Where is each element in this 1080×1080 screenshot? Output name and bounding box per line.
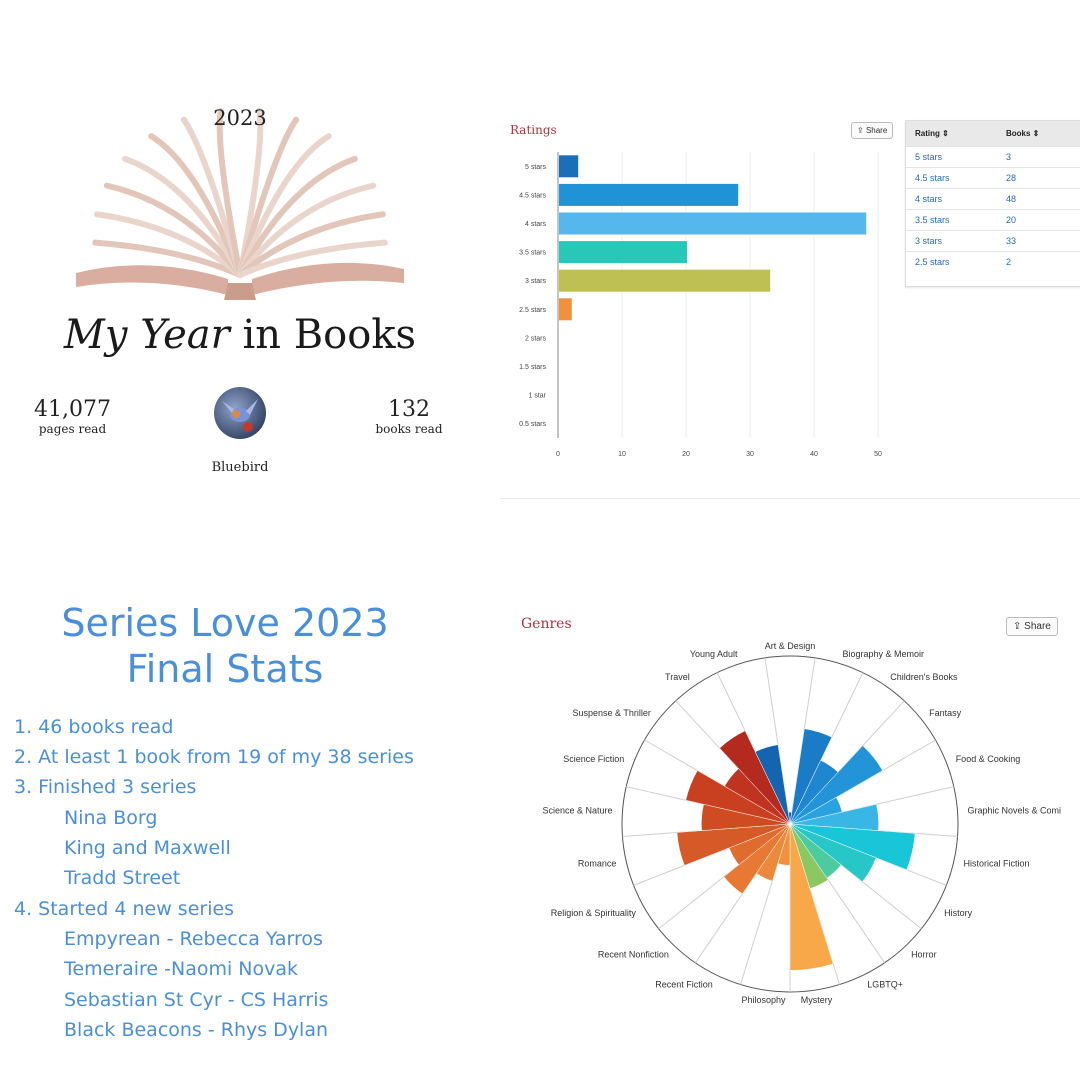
ratings-table-row — [906, 252, 1080, 273]
genre-label: History — [944, 908, 973, 918]
genre-label: Biography & Memoir — [842, 648, 925, 659]
y-tick-label: 3.5 stars — [519, 249, 546, 257]
rating-column-header[interactable]: Rating ⇕ — [906, 121, 997, 147]
genre-label: Recent Nonfiction — [597, 949, 669, 960]
stat-item: 1. 46 books read — [14, 716, 174, 738]
stat-item: 2. At least 1 book from 19 of my 38 series — [14, 746, 414, 768]
title-italic: My Year — [63, 312, 230, 358]
rating-bar[interactable] — [559, 270, 770, 292]
pages-label: pages read — [38, 422, 107, 436]
genre-label: Food & Cooking — [955, 753, 1021, 764]
pages-value: 41,077 — [34, 397, 111, 422]
ratings-share-label: Share — [865, 126, 888, 135]
ratings-table-row — [906, 189, 1080, 210]
y-tick-label: 4 stars — [524, 221, 546, 228]
stat-item: 3. Finished 3 series — [14, 776, 197, 798]
genre-label: Young Adult — [689, 648, 738, 659]
page-title — [0, 312, 480, 358]
rating-cell[interactable]: 3.5 stars — [906, 210, 997, 231]
ratings-bar-chart — [500, 140, 900, 510]
genres-share-label: Share — [1024, 621, 1051, 632]
x-tick-label: 20 — [682, 451, 690, 458]
y-tick-label: 2.5 stars — [519, 306, 546, 314]
genre-label: Art & Design — [764, 641, 816, 651]
genre-label: Travel — [665, 671, 690, 682]
ratings-table-row — [906, 210, 1080, 231]
bluebird-icon — [214, 387, 266, 439]
panel-divider — [500, 498, 1080, 499]
genre-label: Science & Nature — [542, 805, 613, 816]
user-name: Bluebird — [211, 460, 269, 475]
ratings-panel — [500, 110, 1080, 510]
books-cell: 33 — [997, 231, 1080, 252]
genre-label: Historical Fiction — [963, 858, 1030, 869]
rating-cell[interactable]: 2.5 stars — [906, 252, 997, 273]
series-love-panel — [0, 590, 500, 1080]
genre-label: Suspense & Thriller — [572, 708, 651, 719]
ratings-table-row — [906, 231, 1080, 252]
started-series-item: Sebastian St Cyr - CS Harris — [64, 989, 329, 1011]
rating-bar[interactable] — [559, 213, 866, 235]
books-cell: 20 — [997, 210, 1080, 231]
pages-stat — [30, 398, 115, 436]
genre-label: Romance — [577, 858, 617, 869]
genres-polar-chart — [500, 635, 1080, 1075]
y-tick-label: 0.5 stars — [519, 421, 546, 429]
rating-bar[interactable] — [559, 298, 572, 320]
genres-panel — [500, 610, 1080, 1080]
x-tick-label: 0 — [556, 451, 560, 458]
books-cell: 2 — [997, 252, 1080, 273]
y-tick-label: 1 star — [528, 392, 546, 400]
genre-label: Recent Fiction — [655, 979, 713, 990]
series-heading — [0, 600, 450, 692]
y-tick-label: 2 stars — [524, 335, 546, 343]
x-tick-label: 10 — [618, 451, 626, 458]
y-tick-label: 5 stars — [524, 163, 546, 171]
genres-share-button[interactable]: ⇪ Share — [1006, 617, 1058, 636]
finished-series-item: Tradd Street — [64, 867, 181, 889]
y-tick-label: 4.5 stars — [519, 192, 546, 200]
year-in-books-panel — [0, 0, 500, 520]
books-label: books read — [375, 422, 443, 436]
ratings-table — [905, 120, 1080, 287]
started-series-item: Temeraire -Naomi Novak — [64, 958, 299, 980]
stat-item: 4. Started 4 new series — [14, 898, 235, 920]
books-value: 132 — [388, 397, 430, 422]
genre-label: Fantasy — [929, 708, 962, 719]
genre-label: Children's Books — [890, 671, 958, 682]
genre-label: Horror — [911, 949, 937, 960]
books-column-header[interactable]: Books ⇕ — [997, 121, 1080, 147]
rating-bar[interactable] — [559, 155, 578, 177]
books-cell: 28 — [997, 168, 1080, 189]
genre-label: Philosophy — [741, 995, 786, 1006]
books-stat — [370, 398, 448, 436]
rating-cell[interactable]: 4.5 stars — [906, 168, 997, 189]
finished-series-item: Nina Borg — [64, 807, 158, 829]
genres-title: Genres — [521, 616, 572, 632]
ratings-table-row — [906, 147, 1080, 168]
x-tick-label: 50 — [874, 451, 882, 458]
started-series-item: Empyrean - Rebecca Yarros — [64, 928, 323, 950]
rating-cell[interactable]: 3 stars — [906, 231, 997, 252]
finished-series-item: King and Maxwell — [64, 837, 231, 859]
genre-label: Graphic Novels & Comi — [967, 805, 1062, 816]
rating-bar[interactable] — [559, 241, 687, 263]
series-heading-line1: Series Love 2023 — [61, 601, 389, 645]
title-rest: in Books — [242, 312, 417, 358]
genre-label: Religion & Spirituality — [550, 908, 636, 918]
y-tick-label: 1.5 stars — [519, 364, 546, 371]
genre-label: Mystery — [800, 995, 833, 1006]
year-heading: 2023 — [213, 106, 267, 130]
ratings-share-button[interactable]: ⇪ Share — [851, 122, 893, 139]
rating-cell[interactable]: 5 stars — [906, 147, 997, 168]
series-heading-line2: Final Stats — [126, 647, 324, 691]
rating-cell[interactable]: 4 stars — [906, 189, 997, 210]
x-tick-label: 40 — [810, 451, 818, 458]
rating-bar[interactable] — [559, 184, 738, 206]
genre-label: LGBTQ+ — [867, 979, 903, 990]
books-cell: 48 — [997, 189, 1080, 210]
ratings-table-row — [906, 168, 1080, 189]
ratings-title: Ratings — [510, 123, 557, 137]
genre-label: Science Fiction — [563, 753, 625, 764]
books-cell: 3 — [997, 147, 1080, 168]
started-series-item: Black Beacons - Rhys Dylan — [64, 1019, 329, 1041]
y-tick-label: 3 stars — [524, 278, 546, 286]
x-tick-label: 30 — [746, 451, 754, 458]
avatar[interactable] — [214, 387, 266, 439]
